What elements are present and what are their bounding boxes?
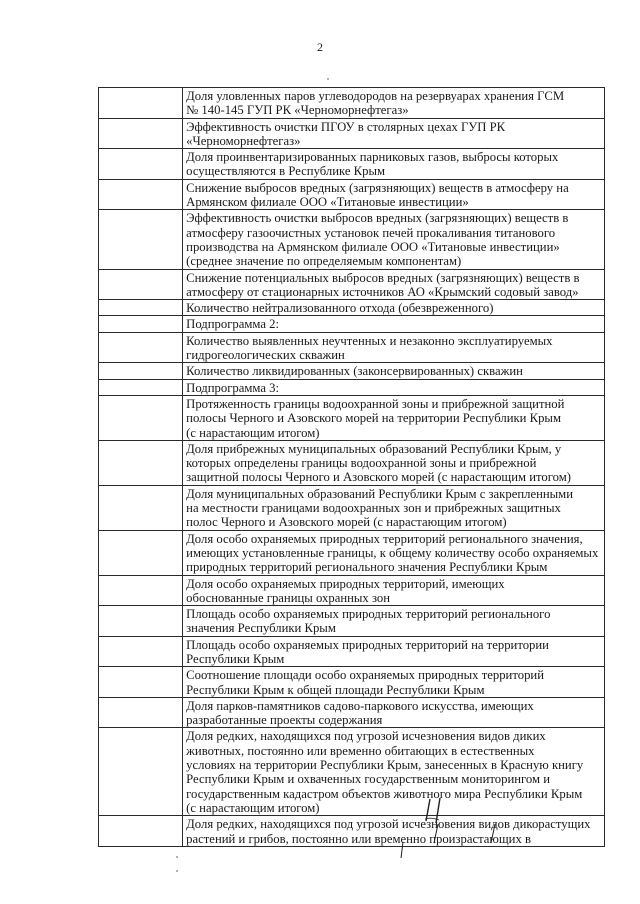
table-cell-blank [99, 363, 183, 379]
table-row [99, 606, 605, 637]
table-cell-indicator [183, 379, 605, 395]
indicator-text: Соотношение площади особо охраняемых природных территорий Республики Крым к общей площади Республики Крым [186, 668, 544, 697]
table-cell-blank [99, 530, 183, 575]
table-cell-indicator [183, 485, 605, 530]
table-cell-blank [99, 179, 183, 210]
table-row [99, 440, 605, 485]
table-cell-indicator [183, 118, 605, 149]
table-cell-indicator [183, 363, 605, 379]
table-cell-blank [99, 379, 183, 395]
indicator-text: Доля особо охраняемых природных территорий, имеющих обоснованные границы охранных зон [186, 576, 505, 605]
indicator-text: Количество нейтрализованного отхода (обезвреженного) [186, 301, 494, 316]
table-cell-blank [99, 300, 183, 316]
indicator-text: Доля муниципальных образований Республики Крым с закрепленными на местности границами водоохранных зон и прибрежных защитных полос Черного и Азовского морей (с нарастающим итогом) [186, 486, 574, 530]
indicator-text: Доля парков-памятников садово-паркового искусства, имеющих разработанные проекты содержания [186, 698, 534, 728]
table-row [99, 88, 605, 119]
indicator-text: Площадь особо охраняемых природных территорий на территории Республики Крым [186, 637, 549, 666]
pen-mark-icon [432, 823, 440, 845]
indicator-text: Количество выявленных неучтенных и незаконно эксплуатируемых гидрогеологических скважин [186, 333, 553, 363]
table-cell-blank [99, 210, 183, 269]
table-row [99, 269, 605, 300]
indicator-text: Доля уловленных паров углеводородов на резервуарах хранения ГСМ № 140-145 ГУП РК «Черноморнефтегаз» [186, 89, 565, 118]
table-cell-indicator [183, 575, 605, 606]
indicator-text: Снижение потенциальных выбросов вредных (загрязняющих) веществ в атмосферу от стационарных источников АО «Крымский содовый завод» [186, 270, 580, 299]
table-cell-indicator [183, 728, 605, 816]
indicator-text: Подпрограмма 2: [186, 317, 280, 332]
table-row [99, 316, 605, 332]
table-cell-blank [99, 728, 183, 816]
table-row [99, 379, 605, 395]
table-row [99, 332, 605, 363]
pen-mark-icon [398, 840, 406, 862]
table-cell-indicator [183, 636, 605, 667]
table-cell-blank [99, 440, 183, 485]
table-cell-indicator [183, 316, 605, 332]
indicator-text: Протяженность границы водоохранной зоны и прибрежной защитной полосы Черного и Азовского морей на территории Республики Крым (с нарастающим итогом) [186, 396, 565, 440]
table-row [99, 816, 605, 847]
indicator-text: Доля проинвентаризированных парниковых газов, выбросы которых осуществляются в Республике Крым [186, 150, 559, 179]
table-row [99, 485, 605, 530]
table-cell-blank [99, 332, 183, 363]
table-row [99, 697, 605, 728]
scan-speck [176, 870, 178, 872]
table-cell-indicator [183, 269, 605, 300]
table-cell-indicator [183, 816, 605, 847]
table-cell-indicator [183, 210, 605, 269]
indicator-text: Площадь особо охраняемых природных территорий регионального значения Республики Крым [186, 607, 551, 636]
table-cell-indicator [183, 395, 605, 440]
indicators-table [98, 87, 605, 847]
table-cell-blank [99, 118, 183, 149]
indicator-text: Подпрограмма 3: [186, 380, 280, 395]
table-cell-blank [99, 316, 183, 332]
indicator-text: Снижение выбросов вредных (загрязняющих) веществ в атмосферу на Армянском филиале ООО «Титановые инвестиции» [186, 180, 569, 210]
indicator-text: Эффективность очистки выбросов вредных (загрязняющих) веществ в атмосферу газоочистных установок печей прокаливания титанового производства на Армянском филиале ООО «Титановые инвестиции» (среднее значение по определяемым компонентам) [186, 211, 569, 269]
table-cell-blank [99, 667, 183, 698]
table-cell-blank [99, 395, 183, 440]
indicator-text: Доля особо охраняемых природных территорий регионального значения, имеющих установленные границы, к общему количеству особо охраняемых природных территорий регионального значения Республики Крым [186, 531, 599, 575]
table-cell-blank [99, 575, 183, 606]
table-row [99, 363, 605, 379]
table-row [99, 636, 605, 667]
table-row [99, 300, 605, 316]
table-row [99, 118, 605, 149]
table-cell-indicator [183, 300, 605, 316]
table-cell-indicator [183, 440, 605, 485]
table-cell-indicator [183, 179, 605, 210]
indicator-text: Эффективность очистки ПГОУ в столярных цехах ГУП РК «Черноморнефтегаз» [186, 119, 506, 148]
table-cell-indicator [183, 530, 605, 575]
table-row [99, 530, 605, 575]
table-row [99, 149, 605, 180]
scan-speck [327, 78, 329, 80]
table-row [99, 179, 605, 210]
indicator-text: Доля редких, находящихся под угрозой исчезновения видов дикорастущих растений и грибов, постоянно или временно произрастающих в [186, 817, 591, 846]
table-row [99, 667, 605, 698]
table-cell-indicator [183, 697, 605, 728]
table-cell-indicator [183, 667, 605, 698]
scan-speck [176, 856, 178, 858]
table-cell-indicator [183, 606, 605, 637]
indicator-text: Количество ликвидированных (законсервированных) скважин [186, 364, 523, 379]
page-number: 2 [317, 40, 323, 54]
signature-mark-icon [422, 797, 452, 825]
table-cell-blank [99, 816, 183, 847]
table-cell-blank [99, 606, 183, 637]
table-row [99, 395, 605, 440]
table-cell-blank [99, 149, 183, 180]
table-cell-blank [99, 636, 183, 667]
table-cell-blank [99, 269, 183, 300]
table-row [99, 728, 605, 816]
indicators-table-body [99, 88, 605, 847]
table-cell-blank [99, 697, 183, 728]
table-cell-indicator [183, 149, 605, 180]
table-cell-blank [99, 88, 183, 119]
pen-mark-icon [489, 823, 497, 845]
table-cell-blank [99, 485, 183, 530]
table-cell-indicator [183, 332, 605, 363]
table-cell-indicator [183, 88, 605, 119]
table-row [99, 575, 605, 606]
table-row [99, 210, 605, 269]
indicator-text: Доля прибрежных муниципальных образований Республики Крым, у которых определены границы водоохранной зоны и прибрежной защитной полосы Черного и Азовского морей (с нарастающим итогом) [186, 441, 571, 485]
indicator-text: Доля редких, находящихся под угрозой исчезновения видов диких животных, постоянно или временно обитающих в естественных условиях на территории Республики Крым, занесенных в Красную книгу Республики Крым и охваченных государственным мониторингом и государственным кадастром объектов животного мира Республики Крым (с нарастающим итогом) [186, 729, 584, 815]
